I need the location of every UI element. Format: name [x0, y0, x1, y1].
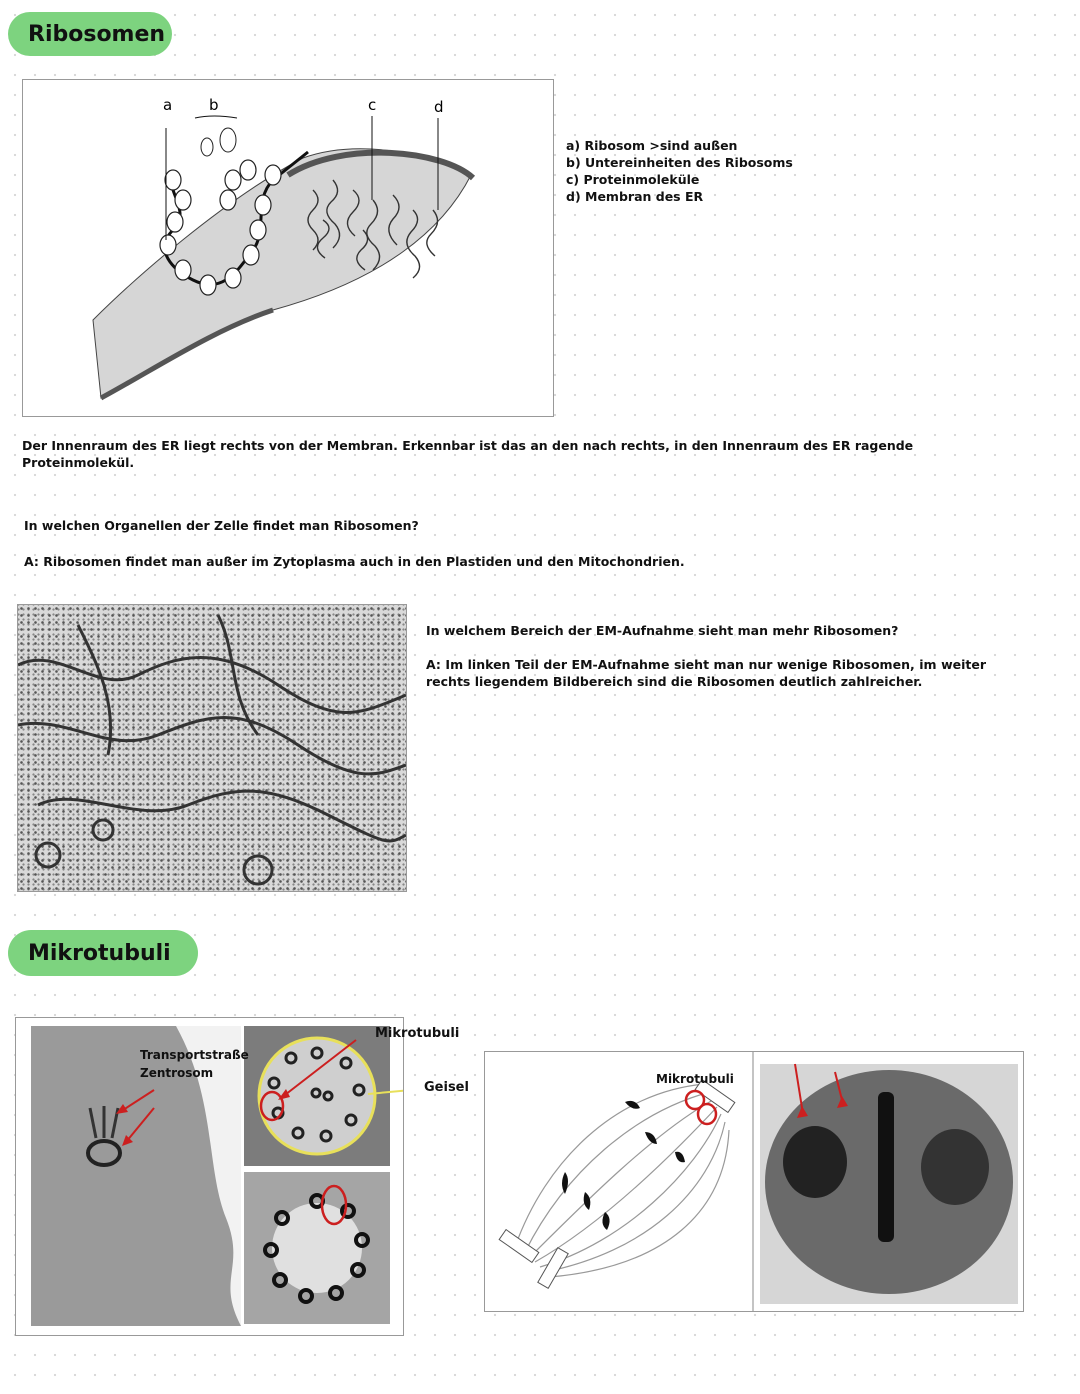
legend-item-b: b) Untereinheiten des Ribosoms: [566, 155, 793, 170]
legend-item-a: a) Ribosom >sind außen: [566, 138, 738, 153]
diagram-label-d: d: [434, 98, 444, 116]
spindle-mikrotubuli-label: Mikrotubuli: [656, 1072, 734, 1086]
question-em: In welchem Bereich der EM-Aufnahme sieht man mehr Ribosomen?: [426, 623, 899, 638]
spindle-figure: [484, 1051, 1024, 1312]
er-paragraph: Der Innenraum des ER liegt rechts von der Membran. Erkennbar ist das an den nach rechts, in den Innenraum des ER ragende Proteinmolekül.: [22, 438, 914, 470]
legend-item-c: c) Proteinmoleküle: [566, 172, 700, 187]
answer-organellen: A: Ribosomen findet man außer im Zytoplasma auch in den Plastiden und den Mitochondrien.: [24, 554, 685, 569]
answer-em: A: Im linken Teil der EM-Aufnahme sieht man nur wenige Ribosomen, im weiter rechts liegendem Bildbereich sind die Ribosomen deutlich zahlreicher.: [426, 657, 986, 689]
er-diagram-figure: [22, 79, 554, 417]
em-membrane-lines: [18, 605, 406, 891]
spindle-diagram: [485, 1052, 1023, 1311]
diagram-label-c: c: [368, 96, 377, 114]
section-title-mikrotubuli: [8, 930, 198, 976]
legend-item-d: d) Membran des ER: [566, 189, 704, 204]
zentrosom-label: Zentrosom: [140, 1066, 214, 1080]
transport-label: Transportstraße: [140, 1048, 249, 1062]
diagram-legend: [566, 137, 826, 205]
diagram-label-a: a: [163, 96, 173, 114]
diagram-label-b: b: [209, 96, 219, 114]
section-title-text: Mikrotubuli: [28, 940, 171, 966]
section-title-ribosomen: [8, 12, 172, 56]
er-membrane-diagram: [23, 80, 553, 416]
em-micrograph-ribosomes: [17, 604, 407, 892]
mikrotubuli-em-figure: [15, 1017, 404, 1336]
question-organellen: In welchen Organellen der Zelle findet man Ribosomen?: [24, 518, 419, 533]
section-title-text: Ribosomen: [28, 21, 166, 47]
mikrotubuli-label: Mikrotubuli: [375, 1026, 460, 1041]
geisel-label: Geisel: [424, 1080, 469, 1095]
